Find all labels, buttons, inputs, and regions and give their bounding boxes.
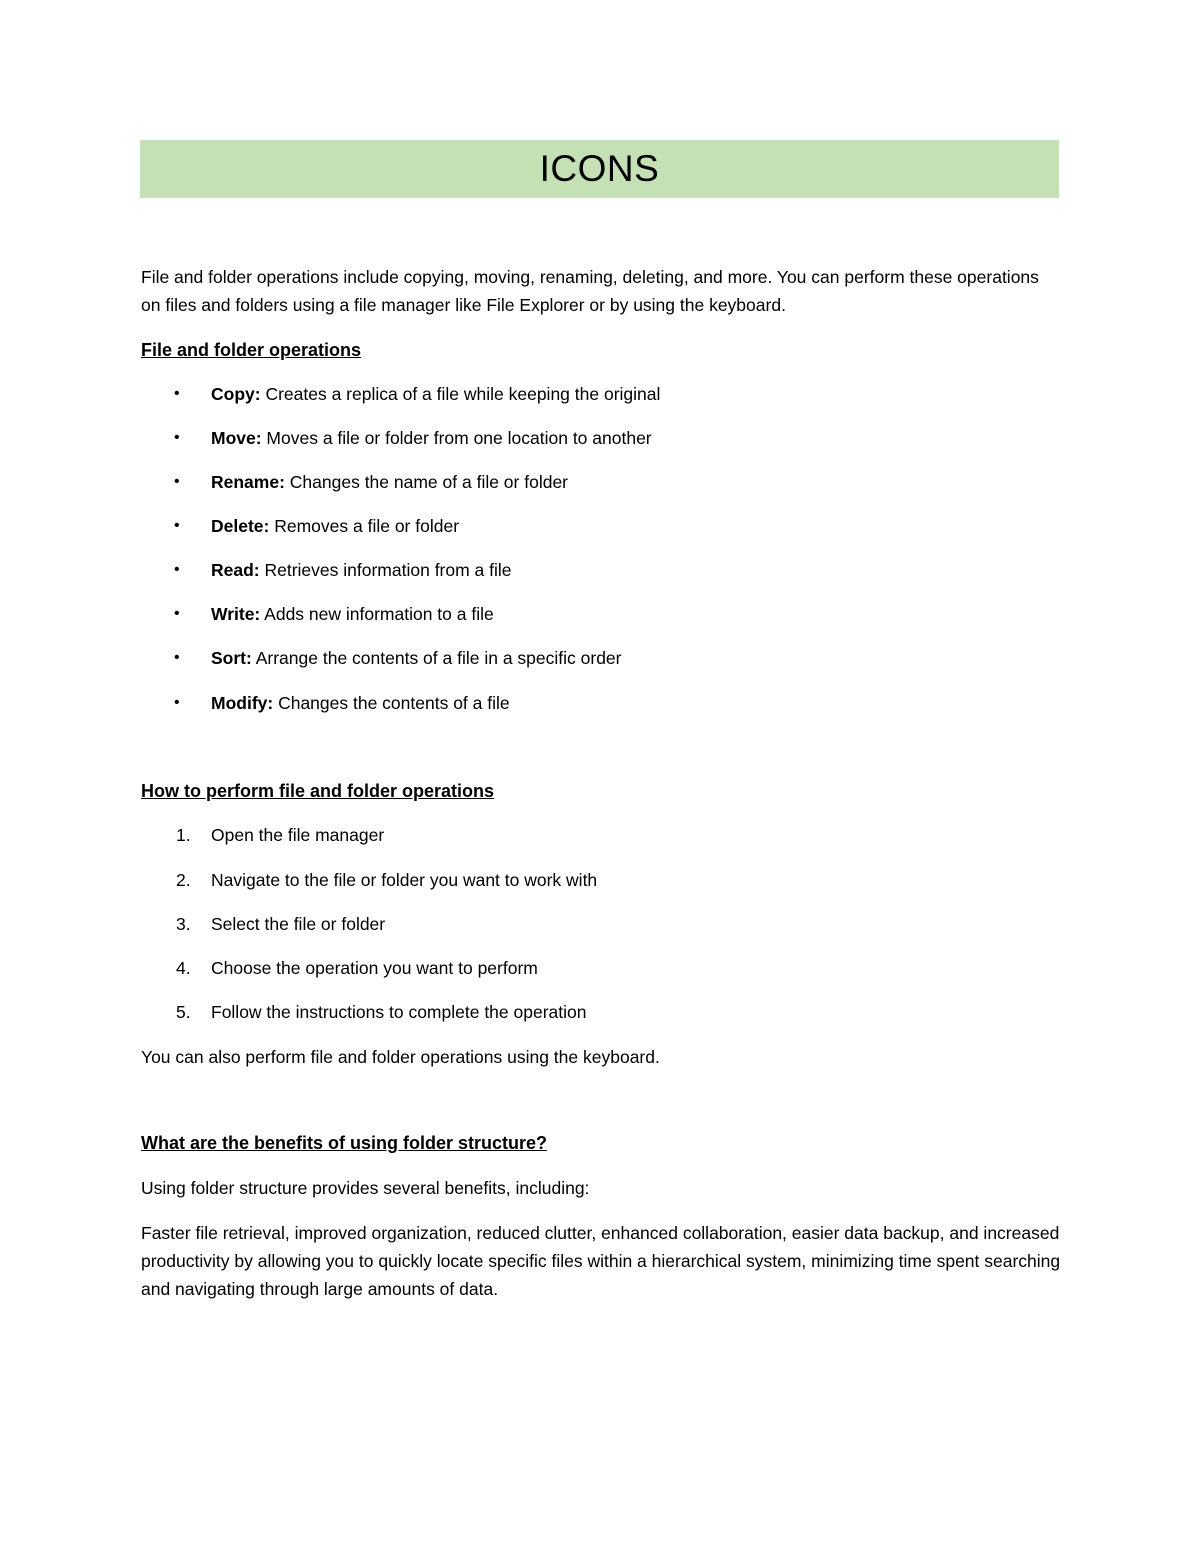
step-text: Open the file manager [211, 825, 385, 845]
list-item [0, 558, 1000, 582]
title-banner [140, 140, 1059, 198]
operation-term: Delete: [211, 516, 270, 536]
bullet-icon: • [174, 429, 180, 446]
step-text: Choose the operation you want to perform [211, 958, 538, 978]
bullet-icon: • [174, 561, 180, 578]
list-item [0, 426, 1000, 450]
bullet-icon: • [174, 605, 180, 622]
step-text: Follow the instructions to complete the operation [211, 1002, 587, 1022]
step-number: 3. [176, 914, 191, 934]
bullet-icon: • [174, 517, 180, 534]
list-item [0, 823, 1000, 847]
operation-description: Changes the name of a file or folder [284, 472, 569, 492]
operation-term: Copy: [211, 384, 261, 404]
list-item [0, 956, 1000, 980]
operation-description: Adds new information to a file [260, 604, 494, 624]
list-item [0, 514, 1000, 538]
operation-term: Move: [211, 428, 262, 448]
benefits-lead: Using folder structure provides several benefits, including: [141, 1178, 590, 1198]
operation-description: Changes the contents of a file [273, 693, 510, 713]
list-item [0, 1000, 1000, 1024]
operation-description: Removes a file or folder [269, 516, 460, 536]
operation-term: Modify: [211, 693, 274, 713]
operation-description: Retrieves information from a file [259, 560, 512, 580]
step-number: 1. [176, 825, 191, 845]
step-number: 2. [176, 870, 191, 890]
list-item [0, 868, 1000, 892]
list-item [0, 691, 1000, 715]
intro-paragraph: File and folder operations include copying, moving, renaming, deleting, and more. You can perform these operations on files and folders using a file manager like File Explorer or by using the keyboard. [141, 267, 1039, 315]
operations-heading: File and folder operations [141, 340, 362, 360]
operation-term: Read: [211, 560, 260, 580]
list-item [0, 646, 1000, 670]
operations-list [0, 382, 1200, 722]
howto-steps-list [0, 823, 1200, 1033]
bullet-icon: • [174, 385, 180, 402]
operation-description: Moves a file or folder from one location to another [261, 428, 652, 448]
bullet-icon: • [174, 694, 180, 711]
bullet-icon: • [174, 473, 180, 490]
keyboard-note: You can also perform file and folder operations using the keyboard. [141, 1047, 660, 1067]
benefits-heading: What are the benefits of using folder structure? [141, 1133, 548, 1153]
list-item [0, 912, 1000, 936]
operation-description: Arrange the contents of a file in a specific order [251, 648, 622, 668]
operation-term: Rename: [211, 472, 285, 492]
step-text: Select the file or folder [211, 914, 386, 934]
step-text: Navigate to the file or folder you want to work with [211, 870, 598, 890]
operation-term: Write: [211, 604, 261, 624]
step-number: 4. [176, 958, 191, 978]
step-number: 5. [176, 1002, 191, 1022]
bullet-icon: • [174, 649, 180, 666]
operation-term: Sort: [211, 648, 252, 668]
list-item [0, 602, 1000, 626]
benefits-paragraph: Faster file retrieval, improved organization, reduced clutter, enhanced collaboration, easier data backup, and increased productivity by allowing you to quickly locate specific files within a hierarchical system, minimizing time spent searching and navigating through large amounts of data. [141, 1223, 1061, 1299]
list-item [0, 470, 1000, 494]
list-item [0, 382, 1000, 406]
operation-description: Creates a replica of a file while keeping the original [260, 384, 661, 404]
howto-heading: How to perform file and folder operations [141, 781, 495, 801]
page-title: ICONS [539, 148, 660, 189]
